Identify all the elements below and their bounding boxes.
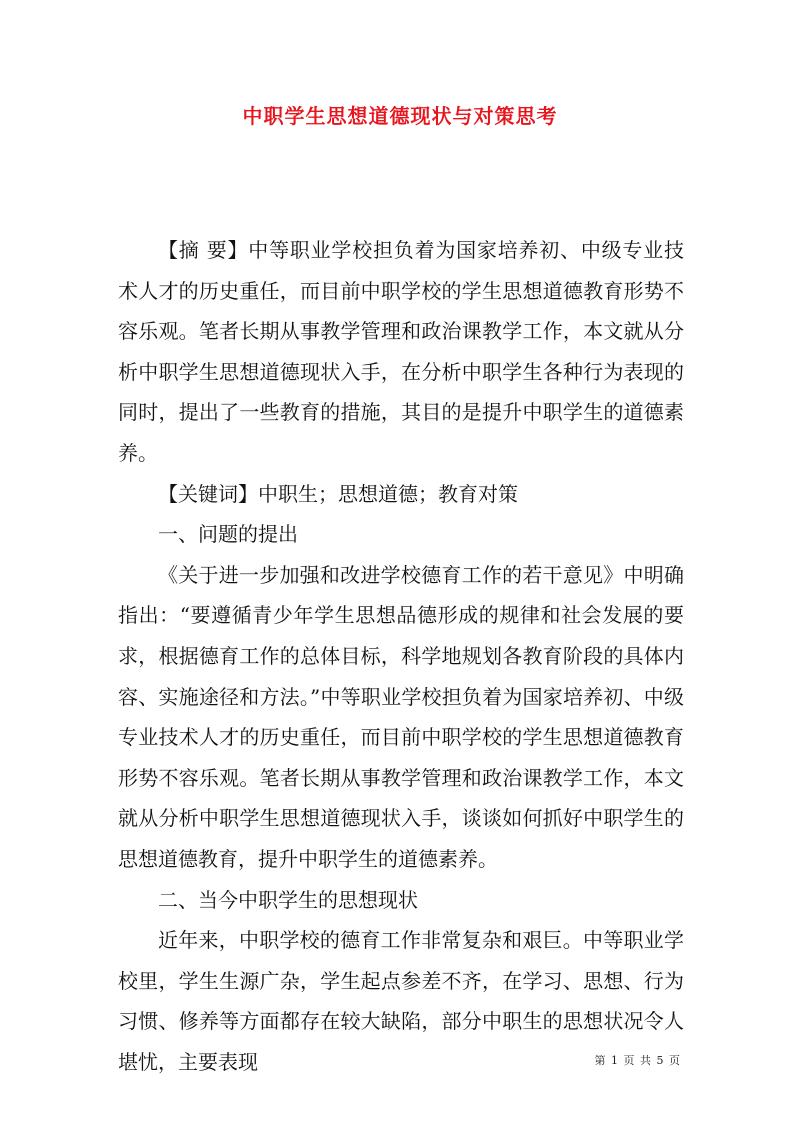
page-number: 第 1 页 共 5 页 <box>594 1054 681 1067</box>
document-title: 中职学生思想道德现状与对策思考 <box>242 104 558 128</box>
section-heading-2: 二、当今中职学生的思想现状 <box>158 887 418 912</box>
abstract-paragraph: 【摘 要】中等职业学校担负着为国家培养初、中级专业技术人才的历史重任，而目前中职学校的学生思想道德教育形势不容乐观。笔者长期从事教学管理和政治课教学工作，本文就从分析中职学生思想道德现状入手，在分析中职学生各种行为表现的同时，提出了一些教育的措施，其目的是提升中职学生的道德素养。 <box>118 238 684 465</box>
section-heading-1: 一、问题的提出 <box>158 522 298 547</box>
body-paragraph: 近年来，中职学校的德育工作非常复杂和艰巨。中等职业学校里，学生生源广杂，学生起点参差不齐，在学习、思想、行为习惯、修养等方面都存在较大缺陷，部分中职生的思想状况令人堪忧，主要表现 <box>118 928 684 1074</box>
body-paragraph: 《关于进一步加强和改进学校德育工作的若干意见》中明确指出：“要遵循青少年学生思想品德形成的规律和社会发展的要求，根据德育工作的总体目标，科学地规划各教育阶段的具体内容、实施途径和方法。”中等职业学校担负着为国家培养初、中级专业技术人才的历史重任，而目前中职学校的学生思想道德教育形势不容乐观。笔者长期从事教学管理和政治课教学工作，本文就从分析中职学生思想道德现状入手，谈谈如何抓好中职学生的思想道德教育，提升中职学生的道德素养。 <box>118 562 684 871</box>
keywords-paragraph: 【关键词】中职生；思想道德；教育对策 <box>158 481 518 506</box>
document-body <box>118 230 684 1082</box>
